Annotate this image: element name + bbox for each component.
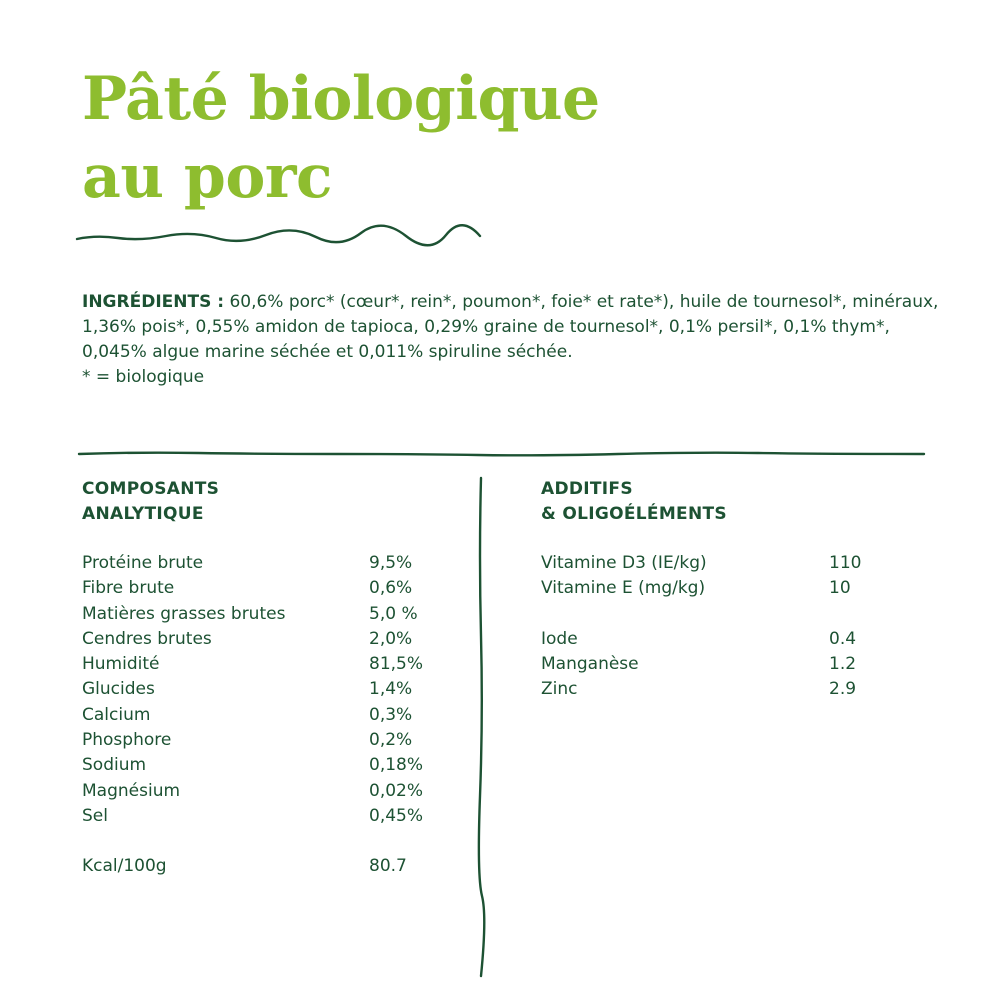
ingredients-paragraph [82, 290, 942, 365]
component-value: 0,3% [369, 704, 413, 725]
component-value: 2,0% [369, 628, 413, 649]
row-spacer [541, 602, 861, 627]
additives-table [541, 551, 861, 702]
additives-heading-line-2: & OLIGOÉLÉMENTS [541, 504, 727, 524]
table-row [82, 728, 423, 753]
table-row [82, 677, 423, 702]
trace-element-value: 1.2 [829, 653, 857, 674]
product-title-line-1: Pâté biologique [82, 64, 600, 134]
vitamin-value: 110 [829, 553, 862, 573]
component-name: Cendres brutes [82, 628, 212, 649]
analytic-heading-line-2: ANALYTIQUE [82, 504, 204, 524]
component-name: Fibre brute [82, 578, 175, 599]
component-name: Calcium [82, 704, 151, 725]
trace-element-name: Iode [541, 628, 578, 649]
vitamin-name: Vitamine E (mg/kg) [541, 578, 706, 599]
table-row [82, 627, 423, 652]
analytic-heading-line-1: COMPOSANTS [82, 479, 220, 499]
table-row [82, 652, 423, 677]
component-name: Phosphore [82, 730, 172, 751]
trace-element-value: 2.9 [829, 679, 857, 700]
component-name: Protéine brute [82, 553, 204, 573]
component-value: 0,02% [369, 780, 424, 801]
table-row [82, 602, 423, 627]
table-row [82, 779, 423, 804]
component-value: 0,18% [369, 755, 424, 776]
component-name: Magnésium [82, 780, 181, 801]
product-title-line-2: au porc [82, 142, 333, 212]
table-row [541, 627, 861, 652]
table-row [541, 677, 861, 702]
section-divider [78, 446, 926, 460]
trace-element-value: 0.4 [829, 628, 857, 649]
ingredients-text: 60,6% porc* (cœur*, rein*, poumon*, foie* et rate*), huile de tournesol*, minéraux, 1,36% pois*, 0,55% amidon de tapioca, 0,29% graine de tournesol*, 0,1% persil*, 0,1% thym*, 0,045% algue marine séchée et 0,011% spiruline séchée. [82, 292, 939, 362]
table-row [541, 652, 861, 677]
component-value: 0,2% [369, 730, 413, 751]
table-row [541, 551, 861, 576]
row-spacer [82, 829, 423, 854]
table-row [82, 551, 423, 576]
component-value: 0,45% [369, 805, 424, 826]
ingredients-label: INGRÉDIENTS : [82, 292, 225, 312]
energy-name: Kcal/100g [82, 856, 167, 877]
product-title [82, 60, 600, 216]
title-underline-divider [76, 228, 482, 244]
component-name: Sodium [82, 755, 147, 776]
trace-element-name: Manganèse [541, 653, 639, 674]
column-divider [475, 476, 487, 978]
component-value: 9,5% [369, 553, 413, 573]
component-name: Matières grasses brutes [82, 603, 286, 624]
ingredients-block [82, 290, 942, 390]
table-row [541, 576, 861, 601]
additives-heading-line-1: ADDITIFS [541, 479, 633, 499]
additives-heading [541, 477, 727, 527]
ingredients-footnote: * = biologique [82, 367, 205, 387]
vitamin-value: 10 [829, 578, 851, 599]
analytic-heading [82, 477, 219, 527]
table-row [82, 703, 423, 728]
component-name: Glucides [82, 679, 155, 700]
table-row [82, 804, 423, 829]
table-row [82, 753, 423, 778]
energy-value: 80.7 [369, 856, 407, 877]
component-value: 81,5% [369, 654, 424, 675]
vitamin-name: Vitamine D3 (IE/kg) [541, 553, 707, 573]
table-row [82, 576, 423, 601]
trace-element-name: Zinc [541, 679, 578, 700]
component-value: 5,0 % [369, 603, 418, 624]
energy-row [82, 854, 423, 879]
component-value: 0,6% [369, 578, 413, 599]
component-name: Humidité [82, 654, 160, 675]
component-name: Sel [82, 805, 108, 826]
analytic-table [82, 551, 423, 880]
component-value: 1,4% [369, 679, 413, 700]
